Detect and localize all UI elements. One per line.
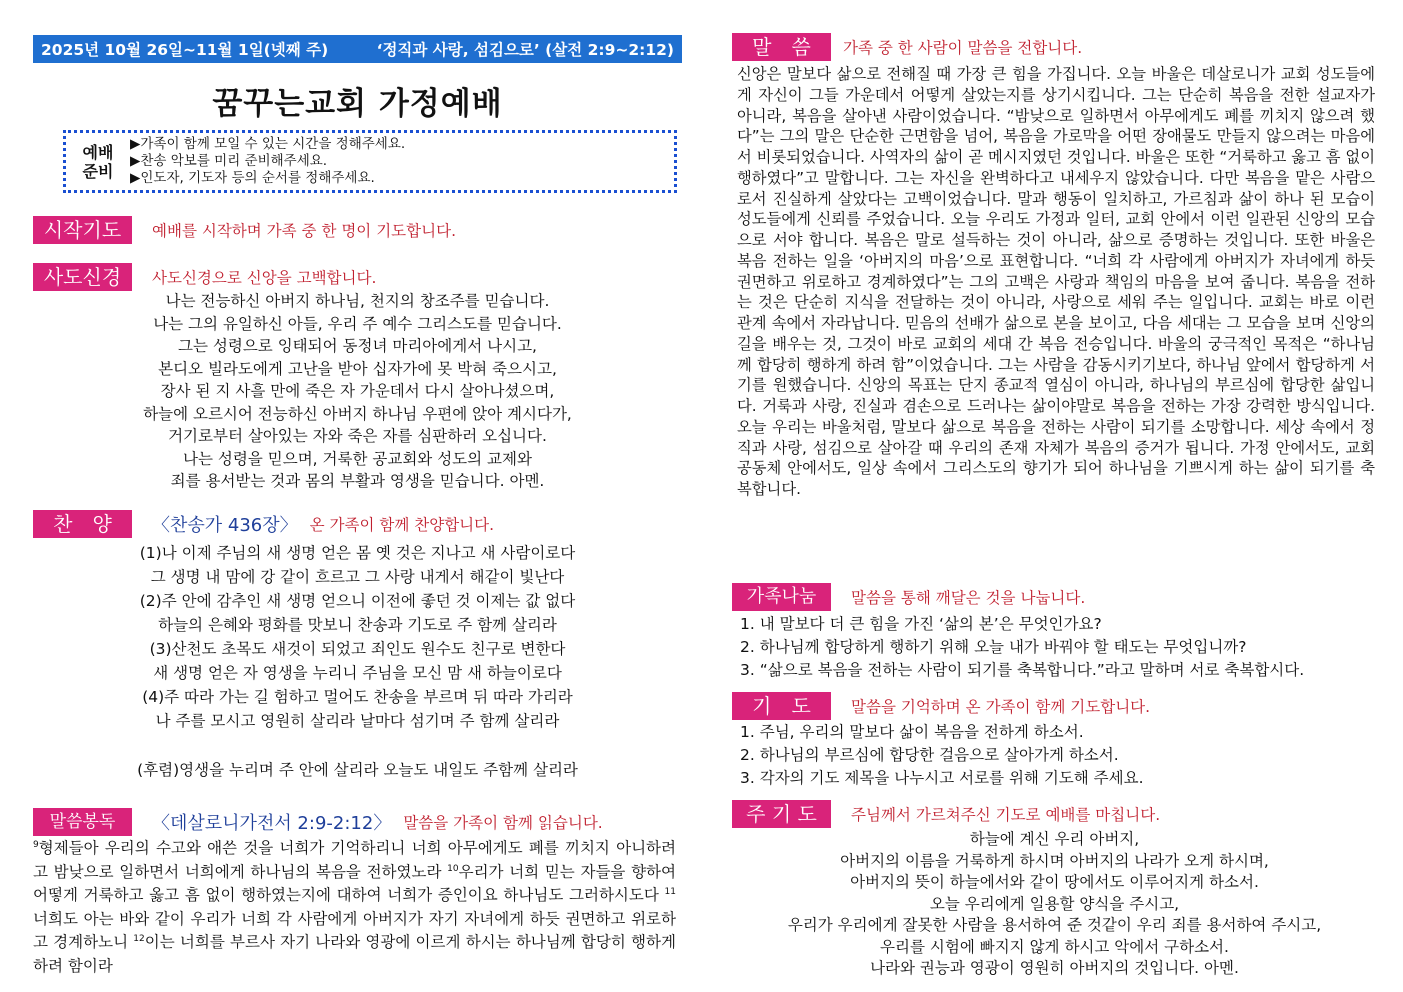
lords-prayer-tag: 주 기 도 bbox=[732, 800, 831, 828]
reading-ref: 〈데살로니가전서 2:9-2:12〉 bbox=[152, 813, 392, 834]
lords-prayer-header bbox=[732, 800, 1160, 828]
list-item: 2. 하나님의 부르심에 합당한 걸음으로 살아가게 하소서. bbox=[740, 746, 1119, 764]
hymn-line: 하늘의 은혜와 평화를 맛보니 찬송과 기도로 주 함께 살리라 bbox=[158, 616, 557, 634]
creed-line: 거기로부터 살아있는 자와 죽은 자를 심판하러 오십니다. bbox=[168, 427, 547, 445]
hymn-line: (1)나 이제 주님의 새 생명 얻은 몸 옛 것은 지나고 새 사람이로다 bbox=[139, 544, 576, 562]
creed-line: 죄를 용서받는 것과 몸의 부활과 영생을 믿습니다. 아멘. bbox=[170, 472, 545, 490]
prayer-header bbox=[732, 692, 1150, 720]
prayer-desc: 말씀을 기억하며 온 가족이 함께 기도합니다. bbox=[851, 698, 1151, 716]
sermon-tag: 말 씀 bbox=[732, 33, 831, 61]
prayer-line: 우리를 시험에 빠지지 않게 하시고 악에서 구하소서. bbox=[880, 937, 1229, 956]
creed-text bbox=[33, 290, 682, 493]
sharing-desc: 말씀을 통해 깨달은 것을 나눕니다. bbox=[851, 589, 1086, 607]
creed-desc: 사도신경으로 신앙을 고백합니다. bbox=[152, 269, 377, 287]
opening-prayer-header bbox=[33, 216, 456, 244]
verse-text: 너희도 아는 바와 같이 우리가 너희 각 사람에게 아버지가 자기 자녀에게 하듯 권면하고 위로하고 경계하노니 bbox=[33, 909, 676, 951]
hymn-ref: 〈찬송가 436장〉 bbox=[152, 515, 298, 536]
prep-items bbox=[130, 136, 405, 187]
prayer-line: 아버지의 뜻이 하늘에서와 같이 땅에서도 이루어지게 하소서. bbox=[850, 873, 1259, 891]
sharing-tag: 가족나눔 bbox=[732, 583, 831, 611]
sermon-text: 신앙은 말보다 삶으로 전해질 때 가장 큰 힘을 가집니다. 오늘 바울은 데살로니가 교회 성도들에게 자신이 그들 가운데서 어떻게 살았는지를 상기시킵니다. 그는 단순히 복음을 전한 설교자가 아니라, 복음을 살아낸 사람이었습니다. “밤낮으로 일하면서 아무에게도 폐를 끼치지 않으려 했다”는 그의 말은 단순한 근면함을 넘어, 복음을 가로막을 어떤 장애물도 만들지 않으려는 마음에서 비롯되었습니다. 사역자의 삶이 곧 메시지였던 것입니다. 바울은 또한 “거룩하고 옳고 흠 없이 행하였다”고 말합니다. 그는 자신을 완벽하다고 내세우지 않았습니다. 다만 복음을 맡은 사람으로서 진실하게 살았다는 고백이었습니다. 말과 행동이 일치하고, 가르침과 삶이 하나 된 모습이 성도들에게 신뢰를 주었습니다. 오늘 우리도 가정과 일터, 교회 안에서 이런 일관된 신앙의 모습으로 서야 합니다. 복음은 말로 설득하는 것이 아니라, 삶으로 증명하는 것입니다. 또한 바울은 복음 전하는 일을 ‘아버지의 마음’으로 표현합니다. “너희 각 사람에게 아버지가 자녀에게 하듯 권면하고 위로하고 경계하였다”는 그의 고백은 사랑과 책임의 마음을 보여 줍니다. 복음을 전하는 것은 단순히 지식을 전달하는 것이 아니라, 사랑으로 세워 주는 일입니다. 교회는 바로 이런 관계 속에서 자라납니다. 믿음의 선배가 삶으로 본을 보이고, 다음 세대는 그 모습을 보며 신앙의 길을 배우는 것, 그것이 바로 교회의 세대 간 복음 전승입니다. 바울의 궁극적인 목적은 “하나님께 합당히 행하게 하려 함”이었습니다. 그는 사람을 감동시키기보다, 하나님 앞에서 합당하게 서기를 원했습니다. 신앙의 목표는 단지 종교적 열심이 아니라, 하나님의 부르심에 합당한 삶입니다. 거룩과 사랑, 진실과 겸손으로 드러나는 삶이야말로 복음을 전하는 가장 강력한 방식입니다. 오늘 우리는 바울처럼, 말보다 삶으로 복음을 전하는 사람이 되기를 소망합니다. 세상 속에서 정직과 사랑, 섬김으로 살아갈 때 우리의 존재 자체가 복음의 증거가 됩니다. 가정 안에서도, 교회 공동체 안에서도, 일상 속에서 그리스도의 향기가 되어 하나님을 기쁘시게 하는 삶이 되기를 축복합니다. bbox=[737, 65, 1375, 498]
lords-prayer-desc: 주님께서 가르쳐주신 기도로 예배를 마칩니다. bbox=[851, 806, 1161, 824]
hymn-line: 나 주를 모시고 영원히 살리라 날마다 섬기며 주 함께 살리라 bbox=[155, 712, 560, 730]
prayer-list bbox=[740, 721, 1144, 790]
hymn-line: (4)주 따라 가는 길 험하고 멀어도 찬송을 부르며 뒤 따라 가리라 bbox=[142, 688, 573, 706]
creed-line: 본디오 빌라도에게 고난을 받아 십자가에 못 박혀 죽으시고, bbox=[158, 359, 557, 378]
hymn-refrain: (후렴)영생을 누리며 주 안에 살리라 오늘도 내일도 주함께 살리라 bbox=[137, 761, 578, 779]
hymn-line: 새 생명 얻은 자 영생을 누리니 주님을 모신 맘 새 하늘이로다 bbox=[153, 664, 562, 682]
sermon-header bbox=[732, 33, 1082, 61]
creed-header bbox=[33, 263, 376, 291]
sharing-header bbox=[732, 583, 1085, 611]
hymn-line: 그 생명 내 맘에 강 같이 흐르고 그 사랑 내게서 해같이 빛난다 bbox=[150, 568, 565, 586]
creed-line: 그는 성령으로 잉태되어 동정녀 마리아에게서 나시고, bbox=[178, 337, 537, 355]
list-item: 3. 각자의 기도 제목을 나누시고 서로를 위해 기도해 주세요. bbox=[740, 769, 1144, 787]
page-title: 꿈꾸는교회 가정예배 bbox=[212, 86, 503, 122]
prayer-tag: 기 도 bbox=[732, 692, 831, 720]
sharing-list bbox=[740, 613, 1304, 682]
scripture-text bbox=[33, 837, 676, 978]
header-theme: ‘정직과 사랑, 섬김으로’ (살전 2:9~2:12) bbox=[376, 41, 674, 59]
list-item: 1. 주님, 우리의 말보다 삶이 복음을 전하게 하소서. bbox=[740, 723, 1084, 741]
hymn-tag: 찬 양 bbox=[33, 510, 132, 538]
hymn-header bbox=[33, 510, 494, 538]
opening-prayer-desc: 예배를 시작하며 가족 중 한 명이 기도합니다. bbox=[152, 222, 457, 240]
lords-prayer-text bbox=[732, 829, 1377, 980]
prep-item: ▶가족이 함께 모일 수 있는 시간을 정해주세요. bbox=[130, 136, 406, 152]
creed-line: 장사 된 지 사흘 만에 죽은 자 가운데서 다시 살아나셨으며, bbox=[160, 382, 555, 400]
prayer-line: 나라와 권능과 영광이 영원히 아버지의 것입니다. 아멘. bbox=[870, 959, 1239, 977]
prayer-line: 하늘에 계신 우리 아버지, bbox=[969, 830, 1140, 848]
hymn-desc: 온 가족이 함께 찬양합니다. bbox=[309, 516, 495, 534]
opening-prayer-tag: 시작기도 bbox=[33, 216, 132, 244]
hymn-line: (2)주 안에 감추인 새 생명 얻으니 이전에 좋던 것 이제는 값 없다 bbox=[139, 592, 576, 610]
creed-tag: 사도신경 bbox=[33, 263, 132, 291]
verse-text: 이는 너희를 부르사 자기 나라와 영광에 이르게 하시는 하나님께 합당히 행하게 하려 함이라 bbox=[33, 933, 676, 975]
verse-text: 우리가 너희 믿는 자들을 향하여 어떻게 거룩하고 옳고 흠 없이 행하였는지에 대하여 너희가 증인이요 하나님도 그러하시도다 bbox=[33, 862, 676, 904]
hymn-lyrics bbox=[33, 541, 682, 733]
creed-line: 나는 그의 유일하신 아들, 우리 주 예수 그리스도를 믿습니다. bbox=[153, 314, 562, 333]
prep-label-1: 예배 bbox=[82, 142, 114, 162]
prep-label-2: 준비 bbox=[82, 161, 114, 181]
reading-desc: 말씀을 가족이 함께 읽습니다. bbox=[403, 814, 603, 832]
hymn-line: (3)산천도 초목도 새것이 되었고 죄인도 원수도 친구로 변한다 bbox=[149, 640, 566, 658]
prep-box bbox=[63, 130, 677, 193]
prep-item: ▶인도자, 기도자 등의 순서를 정해주세요. bbox=[130, 170, 375, 186]
reading-header bbox=[33, 808, 603, 836]
header-band bbox=[33, 35, 682, 63]
verse-text: 형제들아 우리의 수고와 애쓴 것을 너희가 기억하리니 너희 아무에게도 폐를 끼치지 아니하려고 밤낮으로 일하면서 너희에게 하나님의 복음을 전하였노라 bbox=[33, 839, 676, 881]
prayer-line: 오늘 우리에게 일용할 양식을 주시고, bbox=[929, 894, 1180, 913]
prep-label bbox=[76, 143, 120, 181]
prayer-line: 아버지의 이름을 거룩하게 하시며 아버지의 나라가 오게 하시며, bbox=[840, 851, 1269, 870]
prep-item: ▶찬송 악보를 미리 준비해주세요. bbox=[130, 153, 328, 169]
creed-line: 나는 전능하신 아버지 하나님, 천지의 창조주를 믿습니다. bbox=[165, 292, 550, 310]
list-item: 3. “삶으로 복음을 전하는 사람이 되기를 축복합니다.”라고 말하며 서로 축복합시다. bbox=[740, 661, 1305, 679]
header-date: 2025년 10월 26일~11월 1일(넷째 주) bbox=[41, 41, 329, 59]
creed-line: 나는 성령을 믿으며, 거룩한 공교회와 성도의 교제와 bbox=[183, 449, 532, 468]
verse-number: 12 bbox=[133, 933, 145, 944]
sermon-desc: 가족 중 한 사람이 말씀을 전합니다. bbox=[843, 39, 1083, 57]
creed-line: 하늘에 오르시어 전능하신 아버지 하나님 우편에 앉아 계시다가, bbox=[143, 404, 572, 423]
verse-number: 11 bbox=[664, 886, 676, 897]
prayer-line: 우리가 우리에게 잘못한 사람을 용서하여 준 것같이 우리 죄를 용서하여 주시고, bbox=[787, 916, 1322, 934]
reading-tag: 말씀봉독 bbox=[33, 808, 132, 836]
list-item: 2. 하나님께 합당하게 행하기 위해 오늘 내가 바꿔야 할 태도는 무엇입니까? bbox=[740, 638, 1247, 656]
list-item: 1. 내 말보다 더 큰 힘을 가진 ‘삶의 본’은 무엇인가요? bbox=[740, 615, 1102, 633]
verse-number: 10 bbox=[447, 863, 459, 874]
verse-number: 9 bbox=[33, 839, 39, 850]
